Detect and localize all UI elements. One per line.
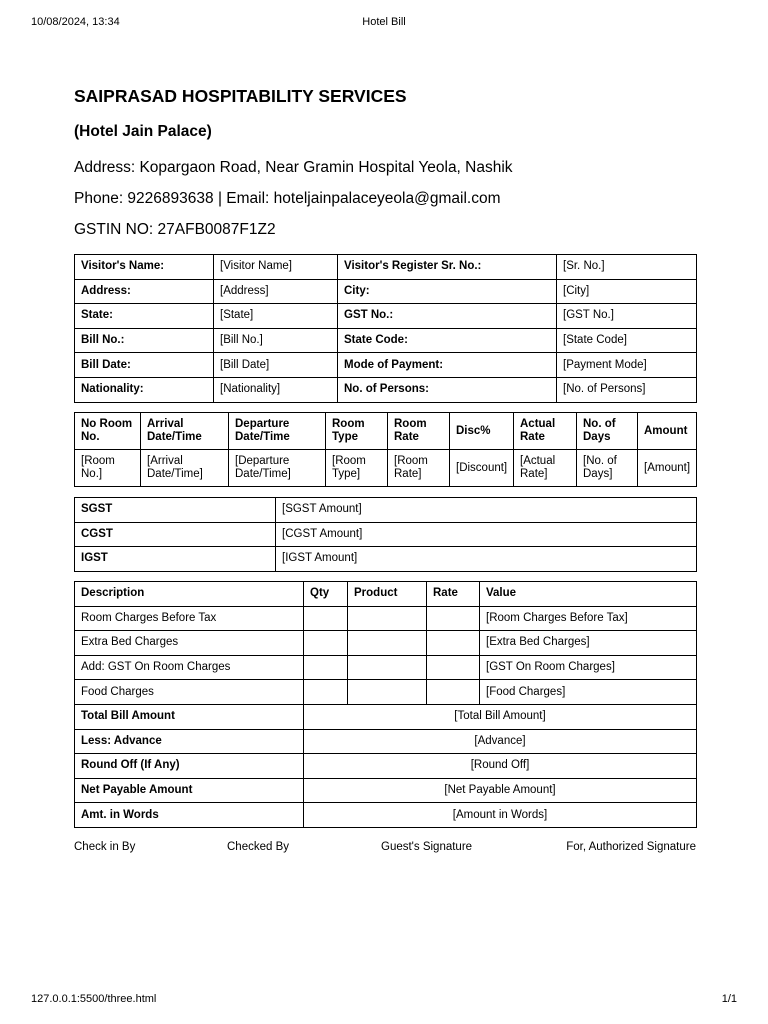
col-actual-rate: Actual Rate	[514, 413, 577, 450]
print-datetime: 10/08/2024, 13:34	[31, 16, 120, 28]
col-days: No. of Days	[577, 413, 638, 450]
col-room-type: Room Type	[326, 413, 388, 450]
visitor-name-value: [Visitor Name]	[214, 255, 338, 280]
charge-description: Extra Bed Charges	[75, 631, 304, 656]
col-departure: Departure Date/Time	[229, 413, 326, 450]
hotel-contact: Phone: 9226893638 | Email: hoteljainpalaceyeola@gmail.com	[74, 190, 501, 207]
charge-product	[348, 655, 427, 680]
table-row	[75, 680, 697, 705]
nationality-label: Nationality:	[75, 377, 214, 402]
charge-qty	[304, 680, 348, 705]
gst-no-value: [GST No.]	[557, 304, 697, 329]
charge-qty	[304, 631, 348, 656]
hotel-address: Address: Kopargaon Road, Near Gramin Hospital Yeola, Nashik	[74, 159, 513, 176]
departure-cell: [Departure Date/Time]	[229, 450, 326, 487]
persons-value: [No. of Persons]	[557, 377, 697, 402]
charge-value: [Room Charges Before Tax]	[480, 606, 697, 631]
col-product: Product	[348, 582, 427, 607]
state-label: State:	[75, 304, 214, 329]
table-row	[75, 377, 697, 402]
charge-rate	[427, 606, 480, 631]
tax-table	[74, 497, 697, 572]
col-amount: Amount	[638, 413, 697, 450]
advance-value: [Advance]	[304, 729, 697, 754]
register-sr-no-label: Visitor's Register Sr. No.:	[338, 255, 557, 280]
print-page-number: 1/1	[721, 993, 737, 1005]
address-value: [Address]	[214, 279, 338, 304]
net-payable-label: Net Payable Amount	[75, 778, 304, 803]
igst-label: IGST	[75, 547, 276, 572]
col-value: Value	[480, 582, 697, 607]
bill-date-label: Bill Date:	[75, 353, 214, 378]
table-row	[75, 655, 697, 680]
table-row	[75, 279, 697, 304]
table-row	[75, 522, 697, 547]
round-off-label: Round Off (If Any)	[75, 754, 304, 779]
col-qty: Qty	[304, 582, 348, 607]
checked-by: Checked By	[227, 841, 290, 853]
arrival-cell: [Arrival Date/Time]	[141, 450, 229, 487]
table-header-row	[75, 413, 697, 450]
hotel-name: (Hotel Jain Palace)	[74, 123, 212, 140]
table-row	[75, 328, 697, 353]
col-description: Description	[75, 582, 304, 607]
table-header-row	[75, 582, 697, 607]
col-arrival: Arrival Date/Time	[141, 413, 229, 450]
payment-mode-value: [Payment Mode]	[557, 353, 697, 378]
discount-cell: [Discount]	[450, 450, 514, 487]
table-row	[75, 729, 697, 754]
table-row	[75, 778, 697, 803]
sgst-label: SGST	[75, 498, 276, 523]
table-row	[75, 304, 697, 329]
charge-value: [Extra Bed Charges]	[480, 631, 697, 656]
advance-label: Less: Advance	[75, 729, 304, 754]
state-code-value: [State Code]	[557, 328, 697, 353]
room-details-table	[74, 412, 697, 487]
cgst-label: CGST	[75, 522, 276, 547]
amount-words-value: [Amount in Words]	[304, 803, 697, 828]
table-row	[75, 353, 697, 378]
amount-cell: [Amount]	[638, 450, 697, 487]
charge-description: Food Charges	[75, 680, 304, 705]
table-row	[75, 754, 697, 779]
charge-description: Room Charges Before Tax	[75, 606, 304, 631]
charge-qty	[304, 606, 348, 631]
hotel-gstin: GSTIN NO: 27AFB0087F1Z2	[74, 221, 276, 238]
col-disc: Disc%	[450, 413, 514, 450]
charge-rate	[427, 680, 480, 705]
state-code-label: State Code:	[338, 328, 557, 353]
nationality-value: [Nationality]	[214, 377, 338, 402]
charge-rate	[427, 631, 480, 656]
room-type-cell: [Room Type]	[326, 450, 388, 487]
state-value: [State]	[214, 304, 338, 329]
room-no-cell: [Room No.]	[75, 450, 141, 487]
total-bill-value: [Total Bill Amount]	[304, 704, 697, 729]
register-sr-no-value: [Sr. No.]	[557, 255, 697, 280]
amount-words-label: Amt. in Words	[75, 803, 304, 828]
sgst-value: [SGST Amount]	[276, 498, 697, 523]
visitor-name-label: Visitor's Name:	[75, 255, 214, 280]
payment-mode-label: Mode of Payment:	[338, 353, 557, 378]
col-rate: Rate	[427, 582, 480, 607]
charge-rate	[427, 655, 480, 680]
table-row	[75, 450, 697, 487]
charge-value: [Food Charges]	[480, 680, 697, 705]
round-off-value: [Round Off]	[304, 754, 697, 779]
address-label: Address:	[75, 279, 214, 304]
table-row	[75, 255, 697, 280]
actual-rate-cell: [Actual Rate]	[514, 450, 577, 487]
visitor-details-table	[74, 254, 697, 403]
bill-no-label: Bill No.:	[75, 328, 214, 353]
table-row	[75, 498, 697, 523]
col-room-rate: Room Rate	[388, 413, 450, 450]
charge-qty	[304, 655, 348, 680]
charge-value: [GST On Room Charges]	[480, 655, 697, 680]
gst-no-label: GST No.:	[338, 304, 557, 329]
print-url: 127.0.0.1:5500/three.html	[31, 993, 157, 1005]
net-payable-value: [Net Payable Amount]	[304, 778, 697, 803]
table-row	[75, 606, 697, 631]
guest-signature: Guest's Signature	[381, 841, 473, 853]
room-rate-cell: [Room Rate]	[388, 450, 450, 487]
company-name: SAIPRASAD HOSPITABILITY SERVICES	[74, 86, 407, 106]
check-in-by: Check in By	[74, 841, 136, 853]
table-row	[75, 803, 697, 828]
persons-label: No. of Persons:	[338, 377, 557, 402]
days-cell: [No. of Days]	[577, 450, 638, 487]
total-bill-label: Total Bill Amount	[75, 704, 304, 729]
bill-date-value: [Bill Date]	[214, 353, 338, 378]
authorized-signature: For, Authorized Signature	[566, 841, 696, 853]
igst-value: [IGST Amount]	[276, 547, 697, 572]
charge-product	[348, 680, 427, 705]
col-room-no: No Room No.	[75, 413, 141, 450]
charge-product	[348, 631, 427, 656]
charge-description: Add: GST On Room Charges	[75, 655, 304, 680]
city-label: City:	[338, 279, 557, 304]
bill-no-value: [Bill No.]	[214, 328, 338, 353]
charge-product	[348, 606, 427, 631]
table-row	[75, 704, 697, 729]
city-value: [City]	[557, 279, 697, 304]
print-title: Hotel Bill	[362, 16, 406, 28]
table-row	[75, 547, 697, 572]
charges-table	[74, 581, 697, 828]
cgst-value: [CGST Amount]	[276, 522, 697, 547]
table-row	[75, 631, 697, 656]
